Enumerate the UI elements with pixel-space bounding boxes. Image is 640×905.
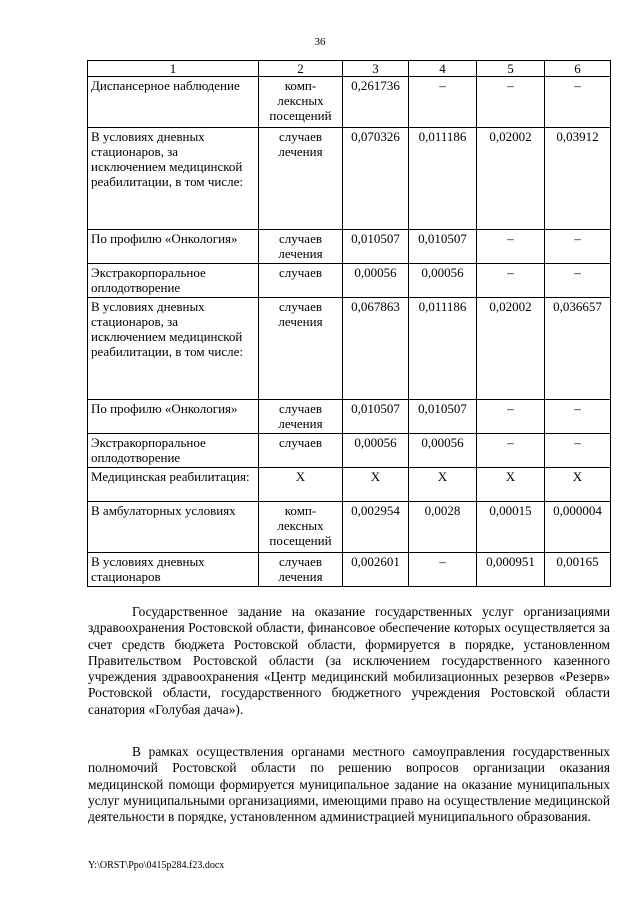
row-value-cell: – [477, 230, 545, 264]
row-value-cell: 0,011186 [409, 298, 477, 400]
row-value-cell: 0,03912 [545, 128, 611, 230]
row-unit-cell: Х [259, 468, 343, 502]
row-unit-cell: комп-лексных посещений [259, 502, 343, 553]
page-number: 36 [314, 36, 326, 48]
row-value-cell: 0,002954 [343, 502, 409, 553]
row-unit-cell: случаев лечения [259, 298, 343, 400]
row-value-cell: – [545, 77, 611, 128]
column-header: 2 [259, 61, 343, 77]
row-value-cell: 0,010507 [409, 230, 477, 264]
row-value-cell: 0,00015 [477, 502, 545, 553]
row-unit-cell: случаев лечения [259, 230, 343, 264]
table-row [88, 128, 611, 230]
row-value-cell: 0,00056 [343, 264, 409, 298]
row-value-cell: – [545, 230, 611, 264]
row-name-cell: В амбулаторных условиях [88, 502, 259, 553]
row-value-cell: – [477, 264, 545, 298]
row-name-cell: Экстракорпоральное оплодотворение [88, 434, 259, 468]
row-name-cell: Медицинская реабилитация: [88, 468, 259, 502]
row-value-cell: 0,00056 [409, 434, 477, 468]
row-value-cell: 0,011186 [409, 128, 477, 230]
file-path-footer: Y:\ORST\Ppo\0415p284.f23.docx [88, 860, 225, 871]
row-value-cell: 0,070326 [343, 128, 409, 230]
table-row [88, 298, 611, 400]
row-value-cell: Х [477, 468, 545, 502]
row-value-cell: – [545, 434, 611, 468]
column-header: 5 [477, 61, 545, 77]
row-name-cell: Экстракорпоральное оплодотворение [88, 264, 259, 298]
row-name-cell: По профилю «Онкология» [88, 400, 259, 434]
row-value-cell: 0,067863 [343, 298, 409, 400]
row-value-cell: – [545, 400, 611, 434]
table-row [88, 468, 611, 502]
row-value-cell: – [477, 434, 545, 468]
row-value-cell: – [477, 400, 545, 434]
row-value-cell: 0,002601 [343, 553, 409, 587]
row-name-cell: Диспансерное наблюдение [88, 77, 259, 128]
row-unit-cell: случаев лечения [259, 553, 343, 587]
row-value-cell: – [477, 77, 545, 128]
row-value-cell: 0,010507 [343, 400, 409, 434]
table-row [88, 77, 611, 128]
row-value-cell: 0,261736 [343, 77, 409, 128]
column-header: 1 [88, 61, 259, 77]
row-name-cell: В условиях дневных стационаров, за исключением медицинской реабилитации, в том числе: [88, 298, 259, 400]
row-value-cell: 0,00056 [343, 434, 409, 468]
column-header: 6 [545, 61, 611, 77]
row-name-cell: В условиях дневных стационаров [88, 553, 259, 587]
row-value-cell: – [409, 77, 477, 128]
paragraph-municipal-assignment: В рамках осуществления органами местного самоуправления государственных полномочий Ростовской области по решению вопросов организации оказания медицинской помощи формируется муниципальное задание на оказание муниципальных услуг муниципальными организациями, имеющими право на осуществление медицинской деятельности в порядке, установленном администрацией муниципального образования. [88, 744, 610, 825]
norms-table [87, 60, 611, 587]
row-value-cell: 0,010507 [343, 230, 409, 264]
row-value-cell: 0,000004 [545, 502, 611, 553]
row-value-cell: 0,036657 [545, 298, 611, 400]
row-unit-cell: случаев [259, 264, 343, 298]
row-unit-cell: случаев [259, 434, 343, 468]
row-value-cell: 0,00056 [409, 264, 477, 298]
row-value-cell: 0,00165 [545, 553, 611, 587]
table-row [88, 264, 611, 298]
column-header: 3 [343, 61, 409, 77]
row-value-cell: Х [409, 468, 477, 502]
table-row [88, 553, 611, 587]
row-value-cell: Х [545, 468, 611, 502]
table-row [88, 502, 611, 553]
row-value-cell: 0,02002 [477, 128, 545, 230]
row-unit-cell: случаев лечения [259, 400, 343, 434]
row-value-cell: – [409, 553, 477, 587]
row-value-cell: 0,000951 [477, 553, 545, 587]
table-header-row [88, 61, 611, 77]
column-header: 4 [409, 61, 477, 77]
row-name-cell: По профилю «Онкология» [88, 230, 259, 264]
row-value-cell: 0,0028 [409, 502, 477, 553]
row-unit-cell: комп-лексных посещений [259, 77, 343, 128]
paragraph-state-assignment: Государственное задание на оказание государственных услуг организациями здравоохранения Ростовской области, финансовое обеспечение которых осуществляется за счет средств бюджета Ростовской области, формируется в порядке, установленном Правительством Ростовской области (за исключением государственного казенного учреждения здравоохранения «Центр медицинский мобилизационных резервов «Резерв» Ростовской области, государственного бюджетного учреждения Ростовской области санатория «Голубая дача»). [88, 604, 610, 717]
table-row [88, 400, 611, 434]
table-row [88, 434, 611, 468]
row-value-cell: 0,010507 [409, 400, 477, 434]
row-name-cell: В условиях дневных стационаров, за исключением медицинской реабилитации, в том числе: [88, 128, 259, 230]
row-value-cell: – [545, 264, 611, 298]
row-value-cell: Х [343, 468, 409, 502]
row-value-cell: 0,02002 [477, 298, 545, 400]
row-unit-cell: случаев лечения [259, 128, 343, 230]
table-row [88, 230, 611, 264]
